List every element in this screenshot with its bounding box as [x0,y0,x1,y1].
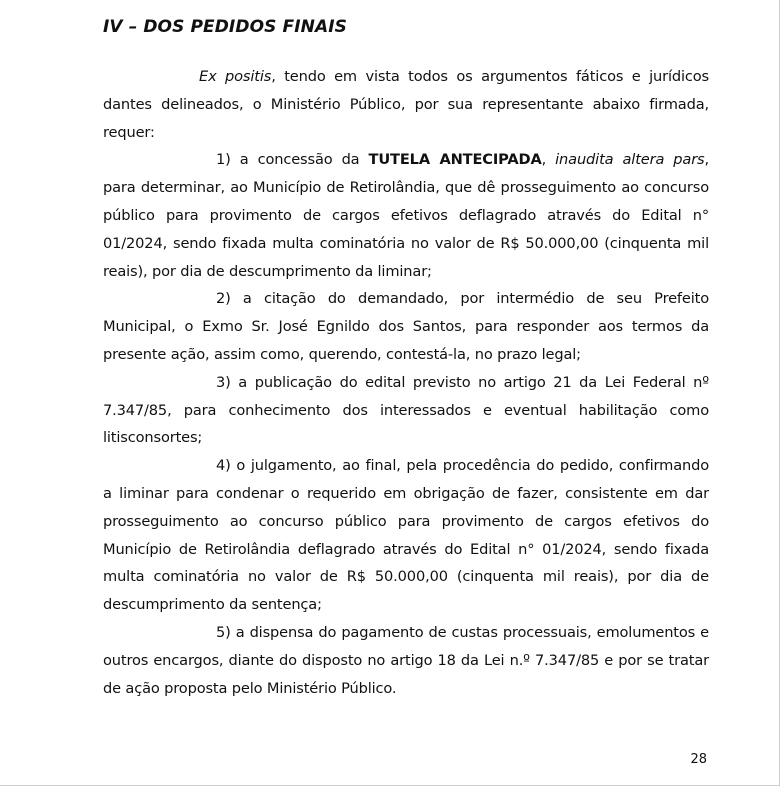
document-body [103,63,709,702]
request-1-bold-term: TUTELA ANTECIPADA [368,151,542,169]
request-1-text: , para determinar, ao Município de Retirolândia, que dê prosseguimento ao concurso público para provimento de cargos efetivos deflagrado através do Edital n° 01/2024, sendo fixada multa cominatória no valor de R$ 50.000,00 (cinquenta mil reais), por dia de descumprimento da liminar; [103,151,709,280]
request-item-2: 2) a citação do demandado, por intermédio de seu Prefeito Municipal, o Exmo Sr. José Egnildo dos Santos, para responder aos termos da presente ação, assim como, querendo, contestá-la, no prazo legal; [103,290,709,363]
page-number: 28 [690,752,707,767]
intro-text: , tendo em vista todos os argumentos fáticos e jurídicos dantes delineados, o Ministério Público, por sua representante abaixo firmada, requer: [103,68,709,141]
request-item-1 [103,146,709,285]
intro-latin-phrase: Ex positis [199,68,272,85]
request-1-prefix: 1) a concessão da [216,151,369,169]
intro-paragraph [103,63,709,146]
request-item-5: 5) a dispensa do pagamento de custas processuais, emolumentos e outros encargos, diante do disposto no artigo 18 da Lei n.º 7.347/85 e por se tratar de ação proposta pelo Ministério Público. [103,623,709,697]
request-item-4: 4) o julgamento, ao final, pela procedência do pedido, confirmando a liminar para condenar o requerido em obrigação de fazer, consistente em dar prosseguimento ao concurso público para provimento de cargos efetivos do Município de Retirolândia deflagrado através do Edital n° 01/2024, sendo fixada multa cominatória no valor de R$ 50.000,00 (cinquenta mil reais), por dia de descumprimento da sentença; [103,457,709,614]
request-item-3: 3) a publicação do edital previsto no artigo 21 da Lei Federal nº 7.347/85, para conhecimento dos interessados e eventual habilitação como litisconsortes; [103,373,709,447]
section-heading: IV – DOS PEDIDOS FINAIS [103,17,347,37]
request-1-italic-term: inaudita altera pars [555,151,705,169]
request-1-separator: , [541,151,556,169]
